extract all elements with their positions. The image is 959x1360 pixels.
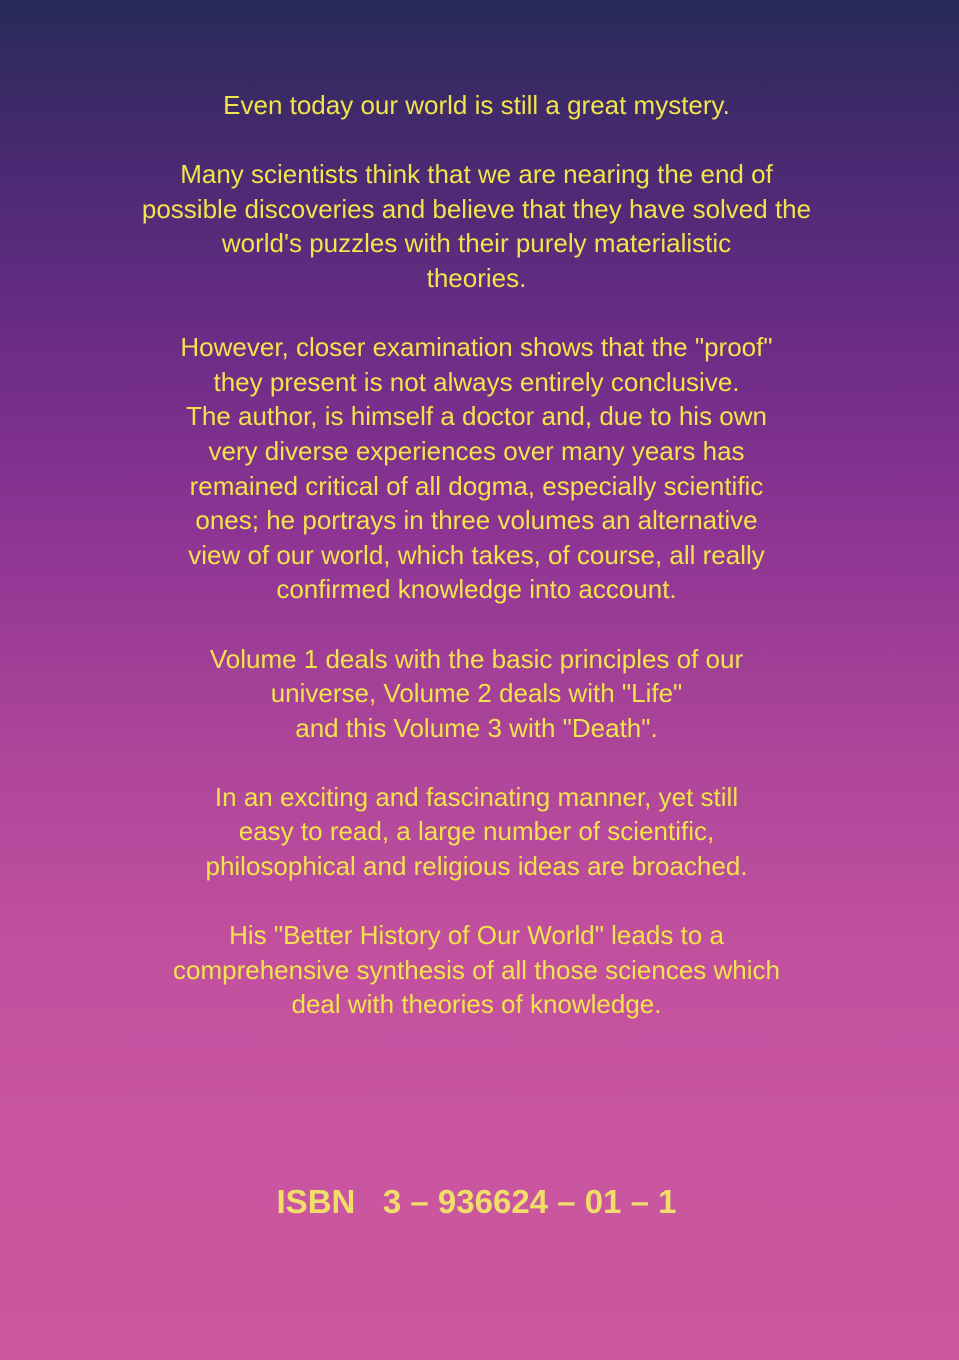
blurb-line: comprehensive synthesis of all those sciences which: [173, 954, 780, 985]
blurb-line: The author, is himself a doctor and, due to his own: [185, 401, 767, 432]
blurb-line: Volume 1 deals with the basic principles of our: [209, 643, 744, 674]
blurb-line: and this Volume 3 with "Death".: [295, 712, 658, 743]
isbn-number: ISBN 3 – 936624 – 01 – 1: [276, 1183, 677, 1220]
blurb-line: However, closer examination shows that the "proof": [180, 332, 773, 363]
blurb-paragraph-6: [0, 918, 953, 1022]
blurb-line: very diverse experiences over many years has: [208, 435, 745, 466]
blurb-paragraph-4: [0, 642, 953, 746]
blurb-paragraph-1: [0, 88, 953, 123]
blurb-line: His "Better History of Our World" leads to a: [229, 920, 724, 951]
blurb-line: theories.: [426, 262, 527, 293]
blurb-line: Even today our world is still a great mystery.: [223, 90, 730, 120]
blurb-line: ones; he portrays in three volumes an alternative: [195, 505, 758, 536]
blurb-line: confirmed knowledge into account.: [276, 574, 677, 605]
blurb-paragraph-3: [0, 330, 953, 607]
blurb-line: remained critical of all dogma, especially scientific: [189, 470, 764, 501]
blurb-paragraph-5: [0, 780, 953, 884]
blurb-line: In an exciting and fascinating manner, yet still: [214, 781, 739, 812]
blurb-line: philosophical and religious ideas are broached.: [205, 851, 748, 882]
blurb-line: deal with theories of knowledge.: [291, 989, 662, 1020]
blurb-line: world's puzzles with their purely materialistic: [221, 228, 732, 259]
blurb-paragraph-2: [0, 157, 953, 295]
blurb-line: possible discoveries and believe that they have solved the: [141, 193, 812, 224]
blurb-text: [0, 88, 953, 1057]
blurb-line: Many scientists think that we are nearing the end of: [180, 159, 773, 190]
blurb-line: universe, Volume 2 deals with "Life": [270, 678, 683, 709]
blurb-line: they present is not always entirely conclusive.: [213, 366, 740, 397]
blurb-line: view of our world, which takes, of course, all really: [188, 539, 765, 570]
blurb-line: easy to read, a large number of scientific,: [238, 816, 715, 847]
